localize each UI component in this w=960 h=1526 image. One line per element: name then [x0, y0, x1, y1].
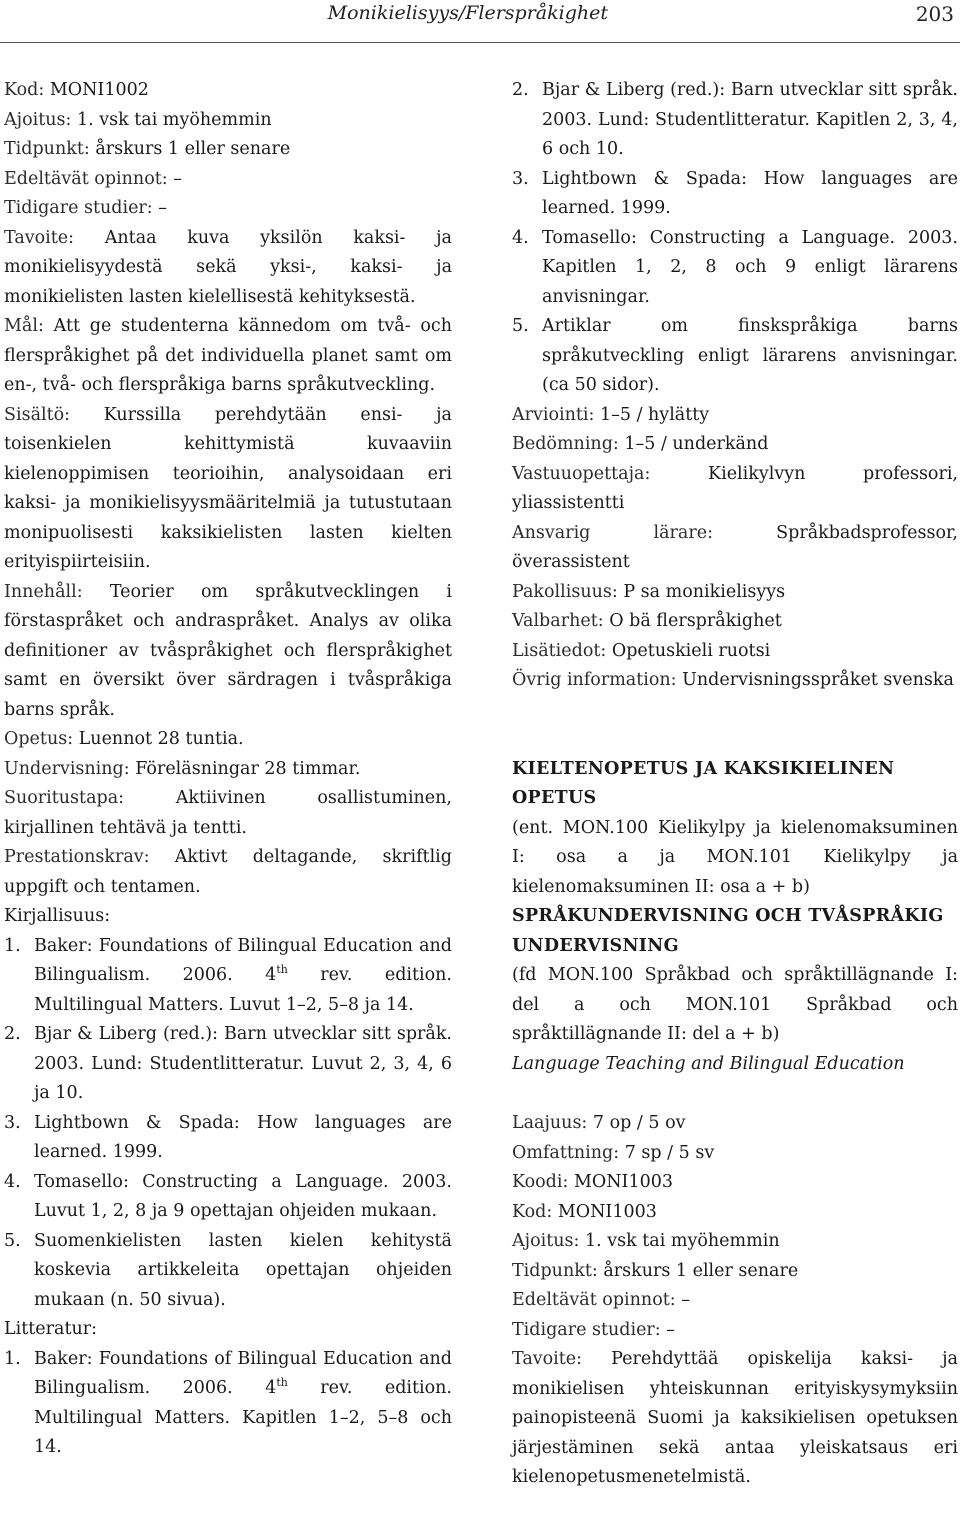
- field-label: Koodi:: [512, 1172, 569, 1192]
- field-label: Edeltävät opinnot:: [512, 1290, 676, 1310]
- field-label: Omfattning:: [512, 1142, 620, 1163]
- field-opetus: [4, 725, 452, 755]
- field-value: Luennot 28 tuntia.: [78, 729, 244, 749]
- field-pakollisuus: [512, 578, 958, 608]
- kirjallisuus-list: [4, 932, 452, 1316]
- item-text: Artiklar om finskspråkiga barns språkutveckling enligt lärarens anvisningar. (ca 50 sidor).: [542, 316, 958, 395]
- list-item: [4, 1109, 452, 1168]
- field-label: Tavoite:: [512, 1349, 583, 1369]
- item-text: Bjar & Liberg (red.): Barn utvecklar sitt språk. 2003. Lund: Studentlitteratur. Luvut 2, 3, 4, 6 ja 10.: [34, 1024, 452, 1103]
- field-value: MONI1002: [49, 80, 149, 100]
- field-label: Edeltävät opinnot:: [4, 168, 168, 189]
- list-item: [4, 1020, 452, 1109]
- field-label: Laajuus:: [512, 1113, 588, 1133]
- list-item: [512, 224, 958, 313]
- field-value: Kielikylvyn professori, yliassistentti: [512, 463, 958, 513]
- item-text: Tomasello: Constructing a Language. 2003. Luvut 1, 2, 8 ja 9 opettajan ohjeiden mukaan.: [34, 1171, 452, 1221]
- field-vastuuopettaja: [512, 460, 958, 519]
- litteratur-list: [4, 1345, 452, 1463]
- field-innehall: [4, 578, 452, 726]
- field-value: MONI1003: [573, 1172, 673, 1192]
- field-label: Övrig information:: [512, 670, 677, 690]
- item-text: Baker: Foundations of Bilingual Education and Bilingualism. 2006. 4: [34, 935, 452, 985]
- right-column: [512, 76, 958, 1493]
- item-number: 3.: [512, 168, 529, 189]
- course-previous-code-fi: (ent. MON.100 Kielikylpy ja kielenomaksuminen I: osa a ja MON.101 Kielikylpy ja kielenomaksuminen II: osa a + b): [512, 817, 958, 897]
- field-value: Att ge studenterna kännedom om två- och flerspråkighet på det individuella planet samt om en-, två- och flerspråkiga barns språkutveckling.: [4, 316, 452, 395]
- field-value: 1–5 / hylätty: [600, 404, 710, 425]
- field-value: 1. vsk tai myöhemmin: [76, 109, 272, 130]
- field-value: 7 op / 5 ov: [592, 1113, 686, 1133]
- field-kod: [4, 76, 452, 106]
- field-omfattning: [512, 1139, 958, 1169]
- field-label: Ansvarig lärare:: [512, 522, 713, 543]
- list-item: [4, 1227, 452, 1316]
- field-label: Kod:: [4, 80, 45, 100]
- field-kod: [512, 1198, 958, 1228]
- field-value: Kurssilla perehdytään ensi- ja toisenkielen kehittymistä kuvaaviin kielenoppimisen teorioihin, analysoidaan eri kaksi- ja monikielisyysmääritelmiä ja tutustutaan monipuolisesti kaksikielisten lasten kielten erityispiirteisiin.: [4, 404, 452, 572]
- field-tidigare: [4, 194, 452, 224]
- field-label: Opetus:: [4, 729, 74, 749]
- field-value: Föreläsningar 28 timmar.: [135, 758, 361, 779]
- field-label: Tidigare studier:: [4, 198, 153, 218]
- item-number: 1.: [4, 1348, 21, 1369]
- field-value: –: [681, 1290, 690, 1310]
- item-text: Tomasello: Constructing a Language. 2003. Kapitlen 1, 2, 8 och 9 enligt lärarens anvisningar.: [542, 227, 958, 307]
- running-header: [0, 0, 960, 30]
- field-value: Aktivt deltagande, skriftlig uppgift och tentamen.: [4, 847, 452, 897]
- field-edeltavat: [4, 165, 452, 195]
- item-number: 5.: [512, 316, 529, 336]
- field-koodi: [512, 1168, 958, 1198]
- field-label: Lisätiedot:: [512, 640, 607, 661]
- list-item: [4, 1345, 452, 1463]
- field-value: –: [173, 168, 182, 189]
- field-label: Ajoitus:: [4, 109, 72, 130]
- field-label: Vastuuopettaja:: [512, 463, 651, 484]
- field-value: Teorier om språkutvecklingen i förstaspråket och andraspråket. Analys av olika definitioner av tvåspråkighet och flerspråkighet samt en översikt över särdragen i tvåspråkiga barns språk.: [4, 581, 452, 720]
- field-value: årskurs 1 eller senare: [603, 1260, 799, 1281]
- superscript: th: [276, 963, 288, 977]
- field-value: –: [158, 198, 168, 218]
- field-laajuus: [512, 1109, 958, 1139]
- list-item: [4, 1168, 452, 1227]
- section-spacer: [512, 1079, 958, 1109]
- field-label: Tavoite:: [4, 227, 75, 248]
- field-lisatiedot: [512, 637, 958, 667]
- item-number: 4.: [4, 1171, 21, 1192]
- field-tidpunkt: [4, 135, 452, 165]
- kirjallisuus-heading: Kirjallisuus:: [4, 906, 111, 926]
- field-label: Sisältö:: [4, 404, 71, 425]
- field-label: Bedömning:: [512, 434, 619, 454]
- field-label: Kod:: [512, 1201, 553, 1222]
- field-valbarhet: [512, 607, 958, 637]
- field-label: Undervisning:: [4, 758, 130, 779]
- field-tavoite: [4, 224, 452, 313]
- course-title-sv: SPRÅKUNDERVISNING OCH TVÅSPRÅKIG UNDERVISNING: [512, 906, 944, 956]
- field-value: Språkbadsprofessor, överassistent: [512, 522, 958, 572]
- field-edeltavat: [512, 1286, 958, 1316]
- field-value: årskurs 1 eller senare: [95, 139, 291, 159]
- field-suoritustapa: [4, 784, 452, 843]
- field-tidigare: [512, 1316, 958, 1346]
- field-ajoitus: [512, 1227, 958, 1257]
- litteratur-list-continued: [512, 76, 958, 401]
- field-bedomning: [512, 430, 958, 460]
- page-number: 203: [915, 2, 954, 26]
- section-spacer: [512, 696, 958, 755]
- field-value: –: [666, 1319, 676, 1340]
- course-title-fi: KIELTENOPETUS JA KAKSIKIELINEN OPETUS: [512, 758, 895, 808]
- item-text: Bjar & Liberg (red.): Barn utvecklar sitt språk. 2003. Lund: Studentlitteratur. Kapitlen 2, 3, 4, 6 och 10.: [542, 80, 958, 159]
- field-value: 1. vsk tai myöhemmin: [584, 1231, 780, 1251]
- field-value: MONI1003: [557, 1201, 657, 1222]
- field-label: Prestationskrav:: [4, 847, 150, 867]
- field-undervisning: [4, 755, 452, 785]
- field-label: Arviointi:: [512, 404, 595, 425]
- superscript: th: [276, 1376, 288, 1390]
- list-item: [512, 76, 958, 165]
- field-label: Valbarhet:: [512, 611, 604, 631]
- field-label: Tidpunkt:: [512, 1260, 598, 1281]
- field-value: P sa monikielisyys: [623, 581, 786, 602]
- field-prestationskrav: [4, 843, 452, 902]
- field-sisalto: [4, 401, 452, 578]
- header-rule: [0, 42, 960, 43]
- field-label: Ajoitus:: [512, 1231, 580, 1251]
- field-label: Tidpunkt:: [4, 139, 90, 159]
- field-label: Innehåll:: [4, 581, 83, 602]
- item-text: Lightbown & Spada: How languages are learned. 1999.: [34, 1112, 452, 1162]
- field-value: Perehdyttää opiskelija kaksi- ja monikielisen yhteiskunnan erityiskysymyksiin painopisteenä Suomi ja kaksikielisen opetuksen järjestäminen sekä antaa yleiskatsaus eri kielenopetusmenetelmistä.: [512, 1349, 958, 1487]
- field-value: Antaa kuva yksilön kaksi- ja monikielisyydestä sekä yksi-, kaksi- ja monikielisten lasten kielellisestä kehityksestä.: [4, 227, 452, 307]
- item-text: rev. edition. Multilingual Matters. Kapitlen 1–2, 5–8 och 14.: [34, 1378, 452, 1457]
- field-value: 7 sp / 5 sv: [624, 1142, 715, 1163]
- field-label: Pakollisuus:: [512, 581, 618, 602]
- list-item: [512, 312, 958, 401]
- field-ajoitus: [4, 106, 452, 136]
- field-label: Tidigare studier:: [512, 1319, 661, 1340]
- field-value: O bä flerspråkighet: [609, 611, 782, 631]
- item-text: rev. edition. Multilingual Matters. Luvut 1–2, 5–8 ja 14.: [34, 965, 452, 1015]
- field-tidpunkt: [512, 1257, 958, 1287]
- running-title: Monikielisyys/Flerspråkighet: [327, 2, 608, 24]
- item-number: 5.: [4, 1230, 21, 1251]
- field-value: Undervisningsspråket svenska: [682, 670, 954, 690]
- field-value: Opetuskieli ruotsi: [611, 640, 771, 661]
- field-ovrig-information: [512, 666, 958, 696]
- list-item: [512, 165, 958, 224]
- list-item: [4, 932, 452, 1021]
- item-number: 1.: [4, 935, 21, 956]
- litteratur-heading: Litteratur:: [4, 1319, 98, 1339]
- item-text: Lightbown & Spada: How languages are learned. 1999.: [542, 168, 958, 218]
- field-value: Aktiivinen osallistuminen, kirjallinen tehtävä ja tentti.: [4, 788, 452, 838]
- field-ansvarig-larare: [512, 519, 958, 578]
- item-number: 2.: [512, 80, 529, 100]
- course-title-en: Language Teaching and Bilingual Education: [512, 1053, 905, 1074]
- item-number: 4.: [512, 227, 529, 248]
- field-label: Suoritustapa:: [4, 788, 125, 808]
- item-text: Baker: Foundations of Bilingual Education and Bilingualism. 2006. 4: [34, 1348, 452, 1398]
- item-number: 3.: [4, 1112, 21, 1133]
- field-mal: [4, 312, 452, 401]
- field-arviointi: [512, 401, 958, 431]
- item-text: Suomenkielisten lasten kielen kehitystä koskevia artikkeleita opettajan ohjeiden mukaan (n. 50 sivua).: [34, 1230, 452, 1310]
- field-label: Mål:: [4, 316, 44, 336]
- field-tavoite: [512, 1345, 958, 1493]
- left-column: [4, 76, 452, 1463]
- field-value: 1–5 / underkänd: [624, 434, 769, 454]
- course-previous-code-sv: (fd MON.100 Språkbad och språktillägnande I: del a och MON.101 Språkbad och språktillägnande II: del a + b): [512, 965, 958, 1044]
- item-number: 2.: [4, 1024, 21, 1044]
